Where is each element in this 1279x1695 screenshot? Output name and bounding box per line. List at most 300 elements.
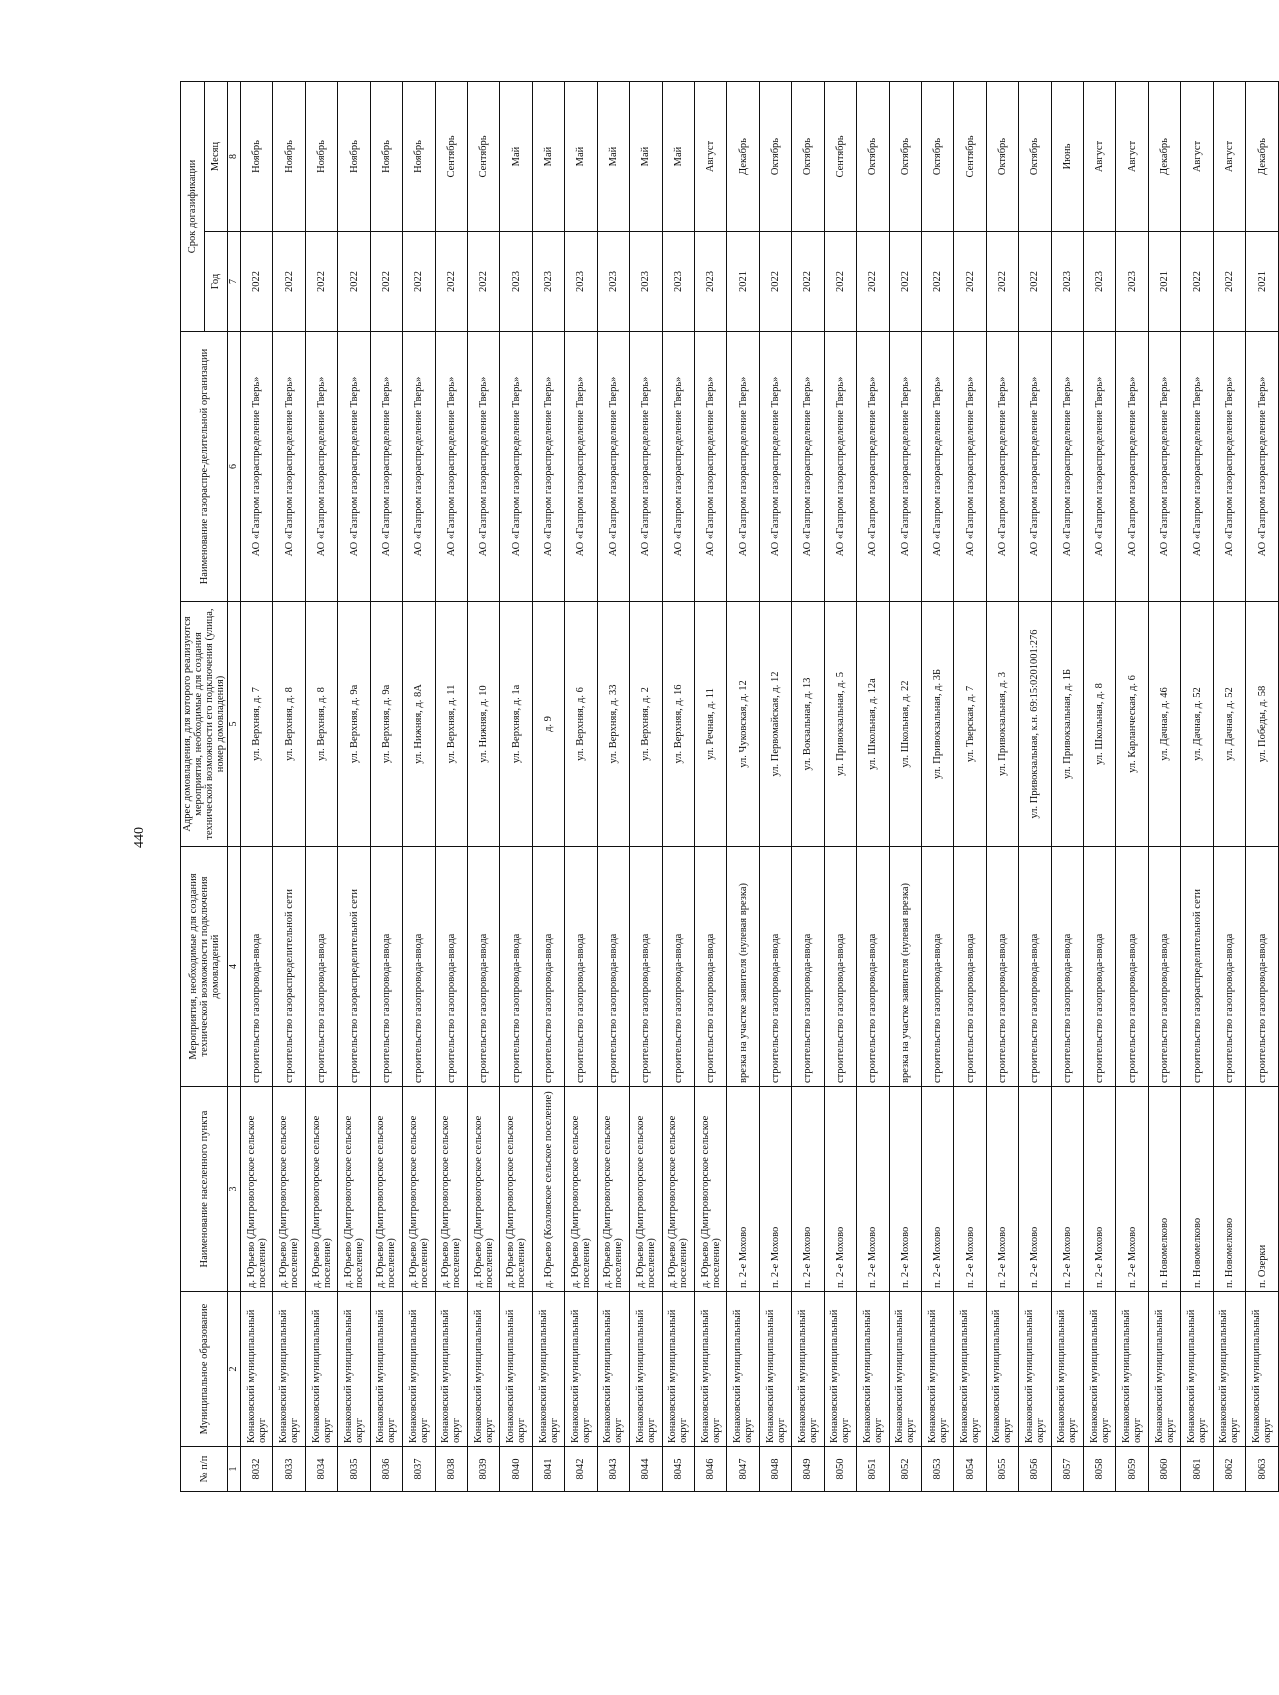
cell-settlement: д. Юрьево (Дмитровогорское сельское поселение) [468,1087,500,1292]
cell-month: Май [565,81,597,231]
cell-address: ул. Верхняя, д. 2 [630,602,662,847]
table-row [1116,81,1148,1491]
cell-org: АО «Газпром газораспределение Тверь» [954,332,986,602]
cell-org: АО «Газпром газораспределение Тверь» [857,332,889,602]
table-row [1019,81,1051,1491]
cell-measures: врезка на участке заявителя (нулевая врезка) [889,847,921,1087]
table-row [468,81,500,1491]
header-measures: Мероприятия, необходимые для создания технической возможности подключения домовладений [181,847,228,1087]
cell-org: АО «Газпром газораспределение Тверь» [403,332,435,602]
cell-num: 8037 [403,1447,435,1492]
table-row [532,81,564,1491]
cell-org: АО «Газпром газораспределение Тверь» [305,332,337,602]
cell-year: 2023 [1051,232,1083,332]
cell-address: ул. Верхняя, д. 33 [597,602,629,847]
cell-settlement: д. Юрьево (Дмитровогорское сельское поселение) [500,1087,532,1292]
table-row [954,81,986,1491]
cell-address: ул. Верхняя, д. 6 [565,602,597,847]
cell-org: АО «Газпром газораспределение Тверь» [500,332,532,602]
cell-month: Декабрь [727,81,759,231]
cell-municipality: Конаковский муниципальный округ [954,1292,986,1447]
cell-measures: строительство газопровода-ввода [857,847,889,1087]
cell-num: 8040 [500,1447,532,1492]
cell-settlement: д. Юрьево (Дмитровогорское сельское поселение) [694,1087,726,1292]
table-row [435,81,467,1491]
header-row [181,81,205,1491]
cell-settlement: д. Юрьево (Дмитровогорское сельское поселение) [370,1087,402,1292]
column-number: 7 [228,232,241,332]
cell-measures: строительство газопровода-ввода [241,847,273,1087]
cell-municipality: Конаковский муниципальный округ [338,1292,370,1447]
cell-municipality: Конаковский муниципальный округ [759,1292,791,1447]
cell-year: 2022 [435,232,467,332]
cell-address: ул. Тверская, д. 7 [954,602,986,847]
cell-num: 8056 [1019,1447,1051,1492]
cell-settlement: п. 2-е Мохово [1019,1087,1051,1292]
table-row [662,81,694,1491]
gasification-table [180,81,1279,1492]
cell-num: 8050 [824,1447,856,1492]
cell-settlement: п. 2-е Мохово [1051,1087,1083,1292]
cell-municipality: Конаковский муниципальный округ [921,1292,953,1447]
cell-municipality: Конаковский муниципальный округ [403,1292,435,1447]
table-body [241,81,1279,1491]
cell-year: 2022 [370,232,402,332]
cell-address: ул. Привокзальная, д. 1Б [1051,602,1083,847]
cell-municipality: Конаковский муниципальный округ [727,1292,759,1447]
cell-address: ул. Карланческая, д. 6 [1116,602,1148,847]
cell-num: 8034 [305,1447,337,1492]
cell-measures: строительство газопровода-ввода [694,847,726,1087]
cell-measures: строительство газопровода-ввода [921,847,953,1087]
table-row [370,81,402,1491]
cell-address: ул. Дачная, д. 52 [1213,602,1245,847]
cell-year: 2022 [273,232,305,332]
cell-org: АО «Газпром газораспределение Тверь» [889,332,921,602]
cell-month: Сентябрь [435,81,467,231]
cell-address: ул. Победы, д. 58 [1246,602,1279,847]
cell-municipality: Конаковский муниципальный округ [435,1292,467,1447]
cell-org: АО «Газпром газораспределение Тверь» [241,332,273,602]
table-row [1213,81,1245,1491]
cell-address: ул. Верхняя, д. 11 [435,602,467,847]
cell-municipality: Конаковский муниципальный округ [1181,1292,1213,1447]
cell-org: АО «Газпром газораспределение Тверь» [435,332,467,602]
cell-settlement: д. Юрьево (Дмитровогорское сельское поселение) [597,1087,629,1292]
cell-address: ул. Верхняя, д. 8 [273,602,305,847]
cell-address: ул. Школьная, д. 8 [1084,602,1116,847]
cell-municipality: Конаковский муниципальный округ [857,1292,889,1447]
table-row [597,81,629,1491]
cell-org: АО «Газпром газораспределение Тверь» [1181,332,1213,602]
cell-year: 2023 [532,232,564,332]
header-deadline: Срок догазификации [181,81,205,331]
cell-month: Май [630,81,662,231]
cell-address: ул. Чуковская, д. 12 [727,602,759,847]
column-number: 2 [228,1292,241,1447]
cell-settlement: п. 2-е Мохово [857,1087,889,1292]
cell-year: 2022 [986,232,1018,332]
cell-address: ул. Привокзальная, к.н. 69:15:0201001:276 [1019,602,1051,847]
cell-measures: строительство газопровода-ввода [565,847,597,1087]
cell-year: 2022 [792,232,824,332]
cell-municipality: Конаковский муниципальный округ [1019,1292,1051,1447]
cell-org: АО «Газпром газораспределение Тверь» [792,332,824,602]
cell-org: АО «Газпром газораспределение Тверь» [694,332,726,602]
cell-month: Сентябрь [468,81,500,231]
cell-num: 8041 [532,1447,564,1492]
cell-measures: строительство газораспределительной сети [338,847,370,1087]
table-row [1246,81,1279,1491]
cell-address: ул. Речная, д. 11 [694,602,726,847]
cell-month: Август [694,81,726,231]
table-row [986,81,1018,1491]
table-row [694,81,726,1491]
cell-address: ул. Верхняя, д. 8 [305,602,337,847]
table-row [759,81,791,1491]
cell-settlement: п. 2-е Мохово [1116,1087,1148,1292]
cell-year: 2021 [727,232,759,332]
cell-month: Октябрь [1019,81,1051,231]
table-row [1181,81,1213,1491]
table-row [792,81,824,1491]
cell-year: 2022 [241,232,273,332]
cell-measures: строительство газопровода-ввода [986,847,1018,1087]
header-year: Год [204,232,228,332]
cell-measures: строительство газопровода-ввода [532,847,564,1087]
cell-settlement: п. 2-е Мохово [759,1087,791,1292]
cell-year: 2022 [889,232,921,332]
cell-month: Октябрь [792,81,824,231]
cell-num: 8036 [370,1447,402,1492]
cell-org: АО «Газпром газораспределение Тверь» [1246,332,1279,602]
cell-org: АО «Газпром газораспределение Тверь» [662,332,694,602]
cell-address: ул. Привокзальная, д. 3 [986,602,1018,847]
cell-org: АО «Газпром газораспределение Тверь» [921,332,953,602]
cell-municipality: Конаковский муниципальный округ [241,1292,273,1447]
cell-measures: строительство газопровода-ввода [305,847,337,1087]
cell-month: Май [500,81,532,231]
cell-month: Май [532,81,564,231]
cell-measures: строительство газопровода-ввода [1246,847,1279,1087]
cell-num: 8061 [1181,1447,1213,1492]
cell-month: Ноябрь [370,81,402,231]
cell-settlement: д. Юрьево (Дмитровогорское сельское поселение) [273,1087,305,1292]
cell-org: АО «Газпром газораспределение Тверь» [986,332,1018,602]
table-row [824,81,856,1491]
cell-address: ул. Привокзальная, д. 5 [824,602,856,847]
cell-municipality: Конаковский муниципальный округ [565,1292,597,1447]
cell-municipality: Конаковский муниципальный округ [694,1292,726,1447]
cell-org: АО «Газпром газораспределение Тверь» [1019,332,1051,602]
cell-month: Октябрь [759,81,791,231]
cell-num: 8057 [1051,1447,1083,1492]
cell-measures: строительство газопровода-ввода [1051,847,1083,1087]
table-row [1051,81,1083,1491]
cell-year: 2021 [1148,232,1180,332]
cell-measures: строительство газопровода-ввода [824,847,856,1087]
cell-measures: строительство газопровода-ввода [954,847,986,1087]
header-month: Месяц [204,81,228,231]
cell-municipality: Конаковский муниципальный округ [370,1292,402,1447]
cell-year: 2022 [305,232,337,332]
table-row [921,81,953,1491]
cell-org: АО «Газпром газораспределение Тверь» [1051,332,1083,602]
cell-year: 2023 [597,232,629,332]
cell-address: ул. Привокзальная, д. 3Б [921,602,953,847]
cell-municipality: Конаковский муниципальный округ [1116,1292,1148,1447]
cell-municipality: Конаковский муниципальный округ [662,1292,694,1447]
cell-org: АО «Газпром газораспределение Тверь» [759,332,791,602]
header-org: Наименование газораспре-делительной организации [181,332,228,602]
cell-address: ул. Верхняя, д. 7 [241,602,273,847]
cell-year: 2022 [338,232,370,332]
cell-num: 8049 [792,1447,824,1492]
cell-settlement: д. Юрьево (Козловское сельское поселение) [532,1087,564,1292]
table-row [630,81,662,1491]
cell-num: 8046 [694,1447,726,1492]
cell-num: 8043 [597,1447,629,1492]
cell-year: 2021 [1246,232,1279,332]
cell-month: Ноябрь [305,81,337,231]
cell-measures: строительство газопровода-ввода [759,847,791,1087]
cell-org: АО «Газпром газораспределение Тверь» [630,332,662,602]
cell-num: 8042 [565,1447,597,1492]
cell-num: 8053 [921,1447,953,1492]
cell-num: 8045 [662,1447,694,1492]
table-row [1148,81,1180,1491]
page-number: 440 [132,827,147,848]
cell-month: Октябрь [986,81,1018,231]
cell-settlement: п. 2-е Мохово [1084,1087,1116,1292]
header-num: № п/п [181,1447,228,1492]
cell-address: д. 9 [532,602,564,847]
cell-year: 2023 [694,232,726,332]
cell-measures: врезка на участке заявителя (нулевая врезка) [727,847,759,1087]
cell-address: ул. Нижняя, д. 8А [403,602,435,847]
cell-settlement: п. Новомелково [1213,1087,1245,1292]
cell-settlement: п. Озерки [1246,1087,1279,1292]
cell-num: 8032 [241,1447,273,1492]
table-row [857,81,889,1491]
cell-org: АО «Газпром газораспределение Тверь» [468,332,500,602]
cell-measures: строительство газопровода-ввода [1213,847,1245,1087]
cell-year: 2023 [662,232,694,332]
cell-month: Ноябрь [241,81,273,231]
cell-month: Май [662,81,694,231]
cell-measures: строительство газопровода-ввода [370,847,402,1087]
cell-month: Ноябрь [273,81,305,231]
cell-month: Декабрь [1246,81,1279,231]
cell-month: Сентябрь [954,81,986,231]
rotated-page-content [180,82,1274,1492]
cell-org: АО «Газпром газораспределение Тверь» [370,332,402,602]
cell-address: ул. Верхняя, д. 1а [500,602,532,847]
table-row [1084,81,1116,1491]
cell-measures: строительство газопровода-ввода [1019,847,1051,1087]
header-settlement: Наименование населенного пункта [181,1087,228,1292]
cell-org: АО «Газпром газораспределение Тверь» [597,332,629,602]
cell-municipality: Конаковский муниципальный округ [1051,1292,1083,1447]
cell-num: 8048 [759,1447,791,1492]
cell-month: Октябрь [889,81,921,231]
cell-settlement: д. Юрьево (Дмитровогорское сельское поселение) [565,1087,597,1292]
cell-year: 2022 [824,232,856,332]
cell-address: ул. Школьная, д. 22 [889,602,921,847]
cell-num: 8039 [468,1447,500,1492]
cell-year: 2022 [1213,232,1245,332]
cell-year: 2022 [759,232,791,332]
cell-municipality: Конаковский муниципальный округ [630,1292,662,1447]
cell-org: АО «Газпром газораспределение Тверь» [338,332,370,602]
cell-address: ул. Нижняя, д. 10 [468,602,500,847]
cell-org: АО «Газпром газораспределение Тверь» [1213,332,1245,602]
cell-measures: строительство газопровода-ввода [403,847,435,1087]
cell-month: Ноябрь [403,81,435,231]
table-row [305,81,337,1491]
cell-year: 2023 [1084,232,1116,332]
cell-year: 2022 [1181,232,1213,332]
cell-measures: строительство газопровода-ввода [1084,847,1116,1087]
cell-year: 2022 [857,232,889,332]
cell-measures: строительство газопровода-ввода [630,847,662,1087]
cell-settlement: п. 2-е Мохово [824,1087,856,1292]
table-row [338,81,370,1491]
cell-num: 8047 [727,1447,759,1492]
cell-measures: строительство газопровода-ввода [597,847,629,1087]
cell-municipality: Конаковский муниципальный округ [792,1292,824,1447]
cell-settlement: п. 2-е Мохово [792,1087,824,1292]
cell-municipality: Конаковский муниципальный округ [500,1292,532,1447]
cell-municipality: Конаковский муниципальный округ [597,1292,629,1447]
cell-year: 2022 [954,232,986,332]
cell-settlement: д. Юрьево (Дмитровогорское сельское поселение) [305,1087,337,1292]
cell-num: 8060 [1148,1447,1180,1492]
cell-address: ул. Школьная, д. 12а [857,602,889,847]
cell-num: 8063 [1246,1447,1279,1492]
cell-org: АО «Газпром газораспределение Тверь» [1116,332,1148,602]
cell-settlement: д. Юрьево (Дмитровогорское сельское поселение) [662,1087,694,1292]
column-number: 1 [228,1447,241,1492]
cell-address: ул. Вокзальная, д. 13 [792,602,824,847]
table-row [403,81,435,1491]
cell-year: 2023 [1116,232,1148,332]
cell-measures: строительство газораспределительной сети [273,847,305,1087]
cell-num: 8062 [1213,1447,1245,1492]
cell-measures: строительство газопровода-ввода [435,847,467,1087]
cell-settlement: п. 2-е Мохово [954,1087,986,1292]
cell-settlement: д. Юрьево (Дмитровогорское сельское поселение) [403,1087,435,1292]
cell-measures: строительство газопровода-ввода [792,847,824,1087]
cell-address: ул. Дачная, д. 46 [1148,602,1180,847]
cell-month: Май [597,81,629,231]
cell-org: АО «Газпром газораспределение Тверь» [273,332,305,602]
cell-year: 2022 [1019,232,1051,332]
cell-num: 8054 [954,1447,986,1492]
cell-year: 2022 [921,232,953,332]
column-number: 3 [228,1087,241,1292]
cell-municipality: Конаковский муниципальный округ [1148,1292,1180,1447]
table-row [241,81,273,1491]
column-number: 6 [228,332,241,602]
cell-municipality: Конаковский муниципальный округ [889,1292,921,1447]
cell-settlement: п. Новомелково [1181,1087,1213,1292]
cell-year: 2023 [565,232,597,332]
cell-municipality: Конаковский муниципальный округ [273,1292,305,1447]
cell-settlement: д. Юрьево (Дмитровогорское сельское поселение) [241,1087,273,1292]
cell-month: Октябрь [921,81,953,231]
cell-org: АО «Газпром газораспределение Тверь» [565,332,597,602]
table-row [889,81,921,1491]
cell-address: ул. Верхняя, д. 9а [338,602,370,847]
cell-month: Август [1116,81,1148,231]
cell-org: АО «Газпром газораспределение Тверь» [532,332,564,602]
cell-settlement: п. 2-е Мохово [727,1087,759,1292]
cell-address: ул. Дачная, д. 52 [1181,602,1213,847]
cell-municipality: Конаковский муниципальный округ [532,1292,564,1447]
cell-month: Ноябрь [338,81,370,231]
cell-municipality: Конаковский муниципальный округ [468,1292,500,1447]
cell-month: Июнь [1051,81,1083,231]
cell-settlement: п. 2-е Мохово [921,1087,953,1292]
cell-num: 8044 [630,1447,662,1492]
table-row [727,81,759,1491]
cell-address: ул. Первомайская, д. 12 [759,602,791,847]
cell-municipality: Конаковский муниципальный округ [305,1292,337,1447]
cell-year: 2023 [630,232,662,332]
cell-municipality: Конаковский муниципальный округ [1213,1292,1245,1447]
cell-num: 8051 [857,1447,889,1492]
cell-num: 8052 [889,1447,921,1492]
cell-settlement: п. Новомелково [1148,1087,1180,1292]
cell-settlement: д. Юрьево (Дмитровогорское сельское поселение) [435,1087,467,1292]
cell-year: 2022 [403,232,435,332]
header-address: Адрес домовладения, для которого реализуются мероприятия, необходимые для создания технической возможности его подключения (улица, номер домовладения) [181,602,228,847]
column-number: 8 [228,81,241,231]
cell-num: 8033 [273,1447,305,1492]
cell-org: АО «Газпром газораспределение Тверь» [824,332,856,602]
cell-year: 2023 [500,232,532,332]
cell-municipality: Конаковский муниципальный округ [986,1292,1018,1447]
cell-settlement: п. 2-е Мохово [889,1087,921,1292]
header-municipality: Муниципальное образование [181,1292,228,1447]
cell-org: АО «Газпром газораспределение Тверь» [727,332,759,602]
cell-year: 2022 [468,232,500,332]
column-number: 4 [228,847,241,1087]
cell-municipality: Конаковский муниципальный округ [1084,1292,1116,1447]
cell-settlement: д. Юрьево (Дмитровогорское сельское поселение) [630,1087,662,1292]
cell-measures: строительство газораспределительной сети [1181,847,1213,1087]
cell-org: АО «Газпром газораспределение Тверь» [1148,332,1180,602]
table-row [273,81,305,1491]
cell-month: Август [1084,81,1116,231]
table-row [500,81,532,1491]
cell-month: Сентябрь [824,81,856,231]
cell-address: ул. Верхняя, д. 16 [662,602,694,847]
table-row [565,81,597,1491]
cell-num: 8055 [986,1447,1018,1492]
cell-municipality: Конаковский муниципальный округ [1246,1292,1279,1447]
cell-org: АО «Газпром газораспределение Тверь» [1084,332,1116,602]
cell-municipality: Конаковский муниципальный округ [824,1292,856,1447]
cell-num: 8058 [1084,1447,1116,1492]
cell-month: Август [1213,81,1245,231]
cell-month: Август [1181,81,1213,231]
cell-address: ул. Верхняя, д. 9а [370,602,402,847]
cell-measures: строительство газопровода-ввода [662,847,694,1087]
cell-month: Октябрь [857,81,889,231]
column-number: 5 [228,602,241,847]
